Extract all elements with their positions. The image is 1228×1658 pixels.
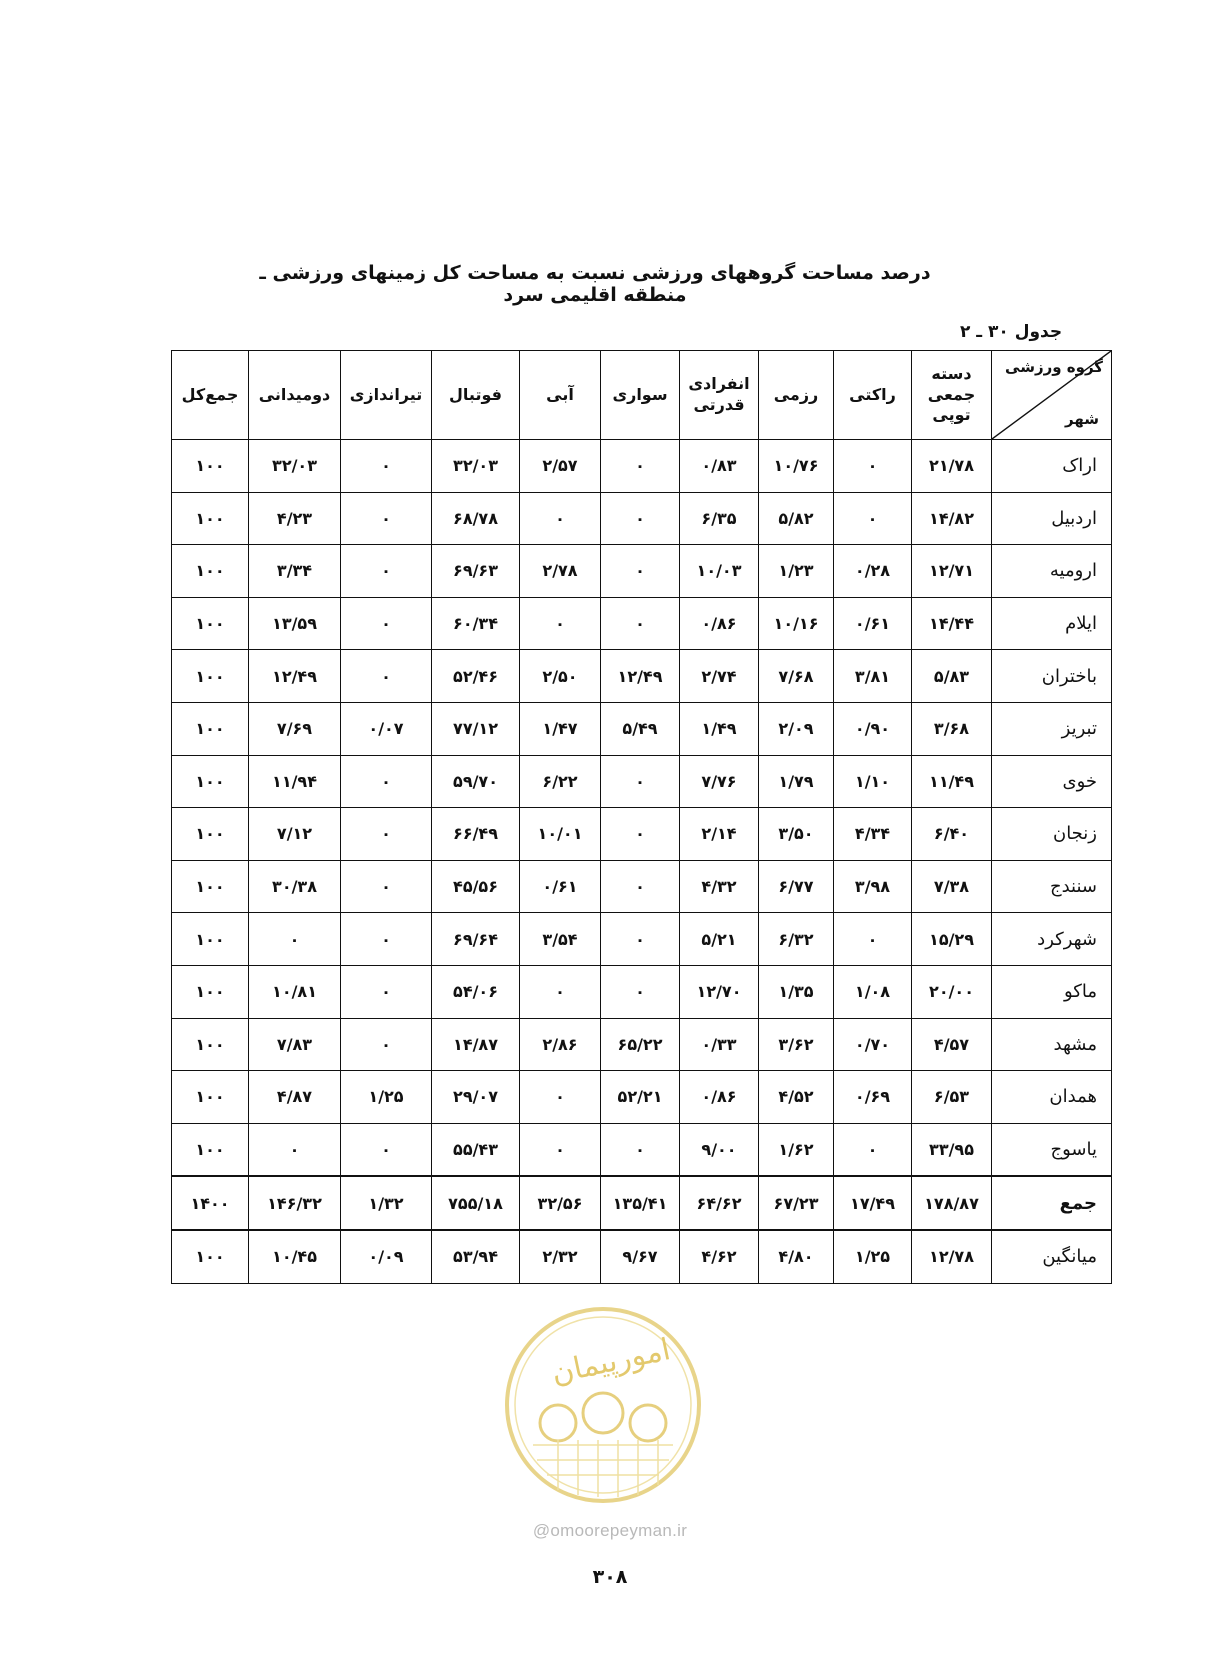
value-cell: ۰/۶۹: [834, 1071, 912, 1124]
value-cell: ۱۴/۴۴: [912, 597, 992, 650]
city-cell: همدان: [992, 1071, 1112, 1124]
value-cell: ۵۴/۰۶: [432, 965, 520, 1018]
table-row: [172, 440, 1112, 493]
value-cell: ۶/۷۷: [759, 860, 834, 913]
value-cell: ۶/۵۳: [912, 1071, 992, 1124]
value-cell: ۱۲/۷۸: [912, 1230, 992, 1283]
value-cell: ۴/۵۷: [912, 1018, 992, 1071]
city-cell: ماکو: [992, 965, 1112, 1018]
value-cell: ۲۹/۰۷: [432, 1071, 520, 1124]
value-cell: ۲/۷۴: [680, 650, 759, 703]
city-cell: ارومیه: [992, 545, 1112, 598]
value-cell: ۵/۴۹: [601, 702, 680, 755]
value-cell: ۷/۶۸: [759, 650, 834, 703]
page-title: درصد مساحت گروههای ورزشی نسبت به مساحت کل زمینهای ورزشی ـ منطقه اقلیمی سرد: [259, 262, 931, 306]
value-cell: ۷۵۵/۱۸: [432, 1176, 520, 1230]
value-cell: ۴/۳۴: [834, 808, 912, 861]
value-cell: ۵۵/۴۳: [432, 1123, 520, 1176]
value-cell: ۰/۸۶: [680, 1071, 759, 1124]
city-cell: زنجان: [992, 808, 1112, 861]
value-cell: ۱۰۰: [172, 1123, 249, 1176]
value-cell: ۰: [341, 965, 432, 1018]
city-cell: تبریز: [992, 702, 1112, 755]
value-cell: ۱۰۰: [172, 702, 249, 755]
col-header-combat: رزمی: [759, 351, 834, 440]
table-row: [172, 597, 1112, 650]
value-cell: ۱۰/۱۶: [759, 597, 834, 650]
value-cell: ۰: [520, 492, 601, 545]
value-cell: ۱۰/۴۵: [249, 1230, 341, 1283]
city-cell: ایلام: [992, 597, 1112, 650]
value-cell: ۱/۳۵: [759, 965, 834, 1018]
value-cell: ۰/۶۱: [834, 597, 912, 650]
watermark-logo: [503, 1305, 703, 1505]
value-cell: ۰: [520, 1071, 601, 1124]
corner-bottom-label: شهر: [1065, 409, 1099, 428]
value-cell: ۰: [341, 860, 432, 913]
value-cell: ۰: [601, 755, 680, 808]
value-cell: ۵/۸۲: [759, 492, 834, 545]
table-row: [172, 545, 1112, 598]
value-cell: ۴/۵۲: [759, 1071, 834, 1124]
value-cell: ۳۳/۹۵: [912, 1123, 992, 1176]
table-row: [172, 860, 1112, 913]
value-cell: ۰: [341, 440, 432, 493]
value-cell: ۶۴/۶۲: [680, 1176, 759, 1230]
value-cell: ۱۰/۰۱: [520, 808, 601, 861]
table-row: [172, 913, 1112, 966]
value-cell: ۱۴۰۰: [172, 1176, 249, 1230]
value-cell: ۳/۶۲: [759, 1018, 834, 1071]
value-cell: ۶۷/۲۳: [759, 1176, 834, 1230]
value-cell: ۱۳/۵۹: [249, 597, 341, 650]
value-cell: ۱۰/۰۳: [680, 545, 759, 598]
value-cell: ۰/۶۱: [520, 860, 601, 913]
value-cell: ۰/۲۸: [834, 545, 912, 598]
value-cell: ۱۰۰: [172, 650, 249, 703]
value-cell: ۷/۱۲: [249, 808, 341, 861]
col-header-racket: راکتی: [834, 351, 912, 440]
value-cell: ۲/۳۲: [520, 1230, 601, 1283]
value-cell: ۱۲/۴۹: [249, 650, 341, 703]
value-cell: ۱۰۰: [172, 492, 249, 545]
col-header-total: جمع‌کل: [172, 351, 249, 440]
value-cell: ۲/۱۴: [680, 808, 759, 861]
value-cell: ۱۳۵/۴۱: [601, 1176, 680, 1230]
value-cell: ۰: [834, 492, 912, 545]
value-cell: ۱۴۶/۳۲: [249, 1176, 341, 1230]
value-cell: ۰: [341, 808, 432, 861]
value-cell: ۶۶/۴۹: [432, 808, 520, 861]
value-cell: ۵۲/۴۶: [432, 650, 520, 703]
value-cell: ۱۰/۷۶: [759, 440, 834, 493]
value-cell: ۱۵/۲۹: [912, 913, 992, 966]
value-cell: ۱۰۰: [172, 440, 249, 493]
value-cell: ۶۰/۳۴: [432, 597, 520, 650]
value-cell: ۰/۰۷: [341, 702, 432, 755]
value-cell: ۱۰۰: [172, 1230, 249, 1283]
value-cell: ۰: [601, 1123, 680, 1176]
city-cell: اراک: [992, 440, 1112, 493]
value-cell: ۱۰۰: [172, 545, 249, 598]
value-cell: ۰/۰۹: [341, 1230, 432, 1283]
value-cell: ۱۴/۸۷: [432, 1018, 520, 1071]
value-cell: ۰/۳۳: [680, 1018, 759, 1071]
value-cell: ۰/۸۳: [680, 440, 759, 493]
value-cell: ۰: [341, 1123, 432, 1176]
value-cell: ۱۰۰: [172, 913, 249, 966]
value-cell: ۱/۶۲: [759, 1123, 834, 1176]
value-cell: ۶/۳۲: [759, 913, 834, 966]
value-cell: ۴/۳۲: [680, 860, 759, 913]
value-cell: ۴/۶۲: [680, 1230, 759, 1283]
value-cell: ۲/۸۶: [520, 1018, 601, 1071]
value-cell: ۷/۳۸: [912, 860, 992, 913]
value-cell: ۰: [601, 913, 680, 966]
value-cell: ۰: [601, 860, 680, 913]
table-label: جدول ۳۰ ـ ۲: [960, 322, 1063, 342]
value-cell: ۰: [341, 755, 432, 808]
value-cell: ۱۷۸/۸۷: [912, 1176, 992, 1230]
value-cell: ۴۵/۵۶: [432, 860, 520, 913]
value-cell: ۱۴/۸۲: [912, 492, 992, 545]
value-cell: ۴/۲۳: [249, 492, 341, 545]
value-cell: ۵/۲۱: [680, 913, 759, 966]
average-row: [172, 1230, 1112, 1283]
value-cell: ۵۹/۷۰: [432, 755, 520, 808]
value-cell: ۵۳/۹۴: [432, 1230, 520, 1283]
value-cell: ۱/۰۸: [834, 965, 912, 1018]
value-cell: ۰: [601, 965, 680, 1018]
value-cell: ۱۰۰: [172, 860, 249, 913]
value-cell: ۳۰/۳۸: [249, 860, 341, 913]
col-header-team-ball: دسته جمعی توپی: [912, 351, 992, 440]
value-cell: ۳۲/۰۳: [432, 440, 520, 493]
city-cell: میانگین: [992, 1230, 1112, 1283]
value-cell: ۱/۴۷: [520, 702, 601, 755]
col-header-water: آبی: [520, 351, 601, 440]
value-cell: ۰: [601, 440, 680, 493]
value-cell: ۰: [341, 650, 432, 703]
col-header-athletics: دومیدانی: [249, 351, 341, 440]
value-cell: ۶۹/۶۴: [432, 913, 520, 966]
value-cell: ۷/۷۶: [680, 755, 759, 808]
value-cell: ۱/۷۹: [759, 755, 834, 808]
city-cell: اردبیل: [992, 492, 1112, 545]
table-row: [172, 1123, 1112, 1176]
value-cell: ۱۰۰: [172, 1018, 249, 1071]
watermark-site: @omoorepeyman.ir: [532, 1521, 688, 1540]
value-cell: ۷/۸۳: [249, 1018, 341, 1071]
value-cell: ۲/۵۰: [520, 650, 601, 703]
value-cell: ۳/۹۸: [834, 860, 912, 913]
data-table: [171, 350, 1112, 1284]
value-cell: ۳۲/۰۳: [249, 440, 341, 493]
col-header-individual-strength: انفرادی قدرتی: [680, 351, 759, 440]
value-cell: ۱۲/۷۱: [912, 545, 992, 598]
value-cell: ۱۲/۷۰: [680, 965, 759, 1018]
value-cell: ۱۰/۸۱: [249, 965, 341, 1018]
value-cell: ۲/۰۹: [759, 702, 834, 755]
city-cell: جمع: [992, 1176, 1112, 1230]
value-cell: ۰/۸۶: [680, 597, 759, 650]
value-cell: ۲۰/۰۰: [912, 965, 992, 1018]
corner-top-label: گروه ورزشی: [1005, 358, 1103, 376]
table-row: [172, 755, 1112, 808]
value-cell: ۰: [601, 808, 680, 861]
value-cell: ۱۲/۴۹: [601, 650, 680, 703]
value-cell: ۱/۴۹: [680, 702, 759, 755]
header-row: [172, 351, 1112, 440]
value-cell: ۰: [834, 913, 912, 966]
table-row: [172, 702, 1112, 755]
value-cell: ۹/۶۷: [601, 1230, 680, 1283]
value-cell: ۳/۵۰: [759, 808, 834, 861]
value-cell: ۶۹/۶۳: [432, 545, 520, 598]
watermark-logo-text: امورپیمان: [548, 1332, 674, 1392]
table-row: [172, 965, 1112, 1018]
col-header-riding: سواری: [601, 351, 680, 440]
value-cell: ۷۷/۱۲: [432, 702, 520, 755]
value-cell: ۳/۶۸: [912, 702, 992, 755]
value-cell: ۰/۹۰: [834, 702, 912, 755]
value-cell: ۰: [520, 597, 601, 650]
value-cell: ۳/۵۴: [520, 913, 601, 966]
value-cell: ۰: [341, 545, 432, 598]
table-row: [172, 808, 1112, 861]
page-number: ۳۰۸: [592, 1566, 628, 1588]
value-cell: ۱۰۰: [172, 808, 249, 861]
value-cell: ۰: [601, 545, 680, 598]
value-cell: ۰: [520, 1123, 601, 1176]
corner-header: [992, 351, 1112, 440]
value-cell: ۰: [341, 597, 432, 650]
table-row: [172, 650, 1112, 703]
value-cell: ۴/۸۷: [249, 1071, 341, 1124]
value-cell: ۳/۸۱: [834, 650, 912, 703]
value-cell: ۰: [249, 913, 341, 966]
value-cell: ۱/۲۵: [341, 1071, 432, 1124]
value-cell: ۰: [341, 913, 432, 966]
value-cell: ۴/۸۰: [759, 1230, 834, 1283]
value-cell: ۱۱/۴۹: [912, 755, 992, 808]
value-cell: ۱۰۰: [172, 965, 249, 1018]
value-cell: ۱۰۰: [172, 755, 249, 808]
col-header-football: فوتبال: [432, 351, 520, 440]
table-row: [172, 1018, 1112, 1071]
value-cell: ۱/۲۳: [759, 545, 834, 598]
value-cell: ۰: [341, 1018, 432, 1071]
value-cell: ۷/۶۹: [249, 702, 341, 755]
value-cell: ۲/۷۸: [520, 545, 601, 598]
value-cell: ۶/۲۲: [520, 755, 601, 808]
value-cell: ۶/۴۰: [912, 808, 992, 861]
value-cell: ۰: [834, 1123, 912, 1176]
table-body: [172, 440, 1112, 1284]
value-cell: ۶۵/۲۲: [601, 1018, 680, 1071]
value-cell: ۱۰۰: [172, 597, 249, 650]
city-cell: شهرکرد: [992, 913, 1112, 966]
value-cell: ۰: [249, 1123, 341, 1176]
city-cell: سنندج: [992, 860, 1112, 913]
value-cell: ۱/۱۰: [834, 755, 912, 808]
value-cell: ۰: [834, 440, 912, 493]
city-cell: باختران: [992, 650, 1112, 703]
value-cell: ۵/۸۳: [912, 650, 992, 703]
value-cell: ۹/۰۰: [680, 1123, 759, 1176]
value-cell: ۲۱/۷۸: [912, 440, 992, 493]
value-cell: ۰: [341, 492, 432, 545]
value-cell: ۱/۳۲: [341, 1176, 432, 1230]
value-cell: ۰: [601, 597, 680, 650]
city-cell: مشهد: [992, 1018, 1112, 1071]
value-cell: ۳/۳۴: [249, 545, 341, 598]
value-cell: ۰/۷۰: [834, 1018, 912, 1071]
value-cell: ۰: [601, 492, 680, 545]
value-cell: ۵۲/۲۱: [601, 1071, 680, 1124]
value-cell: ۳۲/۵۶: [520, 1176, 601, 1230]
value-cell: ۰: [520, 965, 601, 1018]
city-cell: خوی: [992, 755, 1112, 808]
value-cell: ۱۷/۴۹: [834, 1176, 912, 1230]
city-cell: یاسوج: [992, 1123, 1112, 1176]
value-cell: ۶۸/۷۸: [432, 492, 520, 545]
sum-row: [172, 1176, 1112, 1230]
table-row: [172, 492, 1112, 545]
value-cell: ۶/۳۵: [680, 492, 759, 545]
col-header-shooting: تیراندازی: [341, 351, 432, 440]
value-cell: ۱/۲۵: [834, 1230, 912, 1283]
value-cell: ۱۱/۹۴: [249, 755, 341, 808]
value-cell: ۲/۵۷: [520, 440, 601, 493]
value-cell: ۱۰۰: [172, 1071, 249, 1124]
table-row: [172, 1071, 1112, 1124]
